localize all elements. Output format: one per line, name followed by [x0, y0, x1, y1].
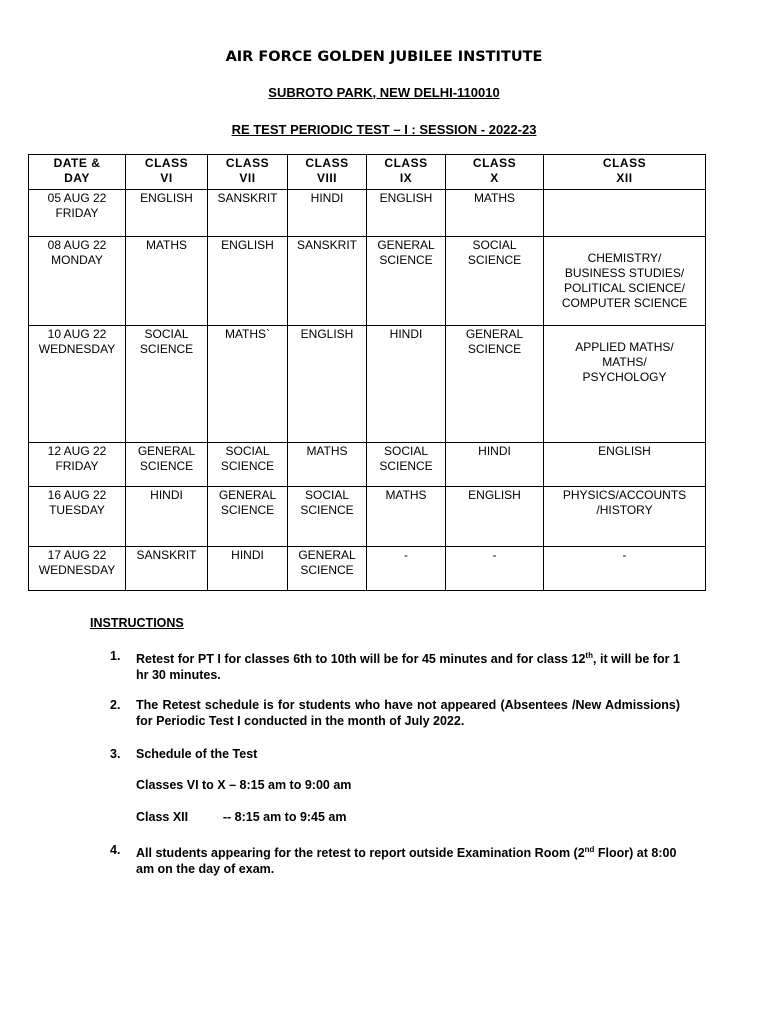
instruction-text: Retest for PT I for classes 6th to 10th will be for 45 minutes and for class 12: [136, 652, 586, 667]
table-row: [29, 487, 706, 547]
cell-date: 12 AUG 22 FRIDAY: [29, 443, 126, 487]
instruction-number: 3.: [110, 747, 121, 761]
superscript: nd: [584, 845, 595, 854]
cell-class-vi: SOCIAL SCIENCE: [126, 326, 208, 443]
cell-class-vii: HINDI: [208, 547, 288, 591]
instruction-item-1: [110, 648, 680, 683]
instruction-text: All students appearing for the retest to report outside Examination Room (2: [136, 846, 585, 861]
cell-class-xii: -: [544, 547, 706, 591]
cell-class-vi: SANSKRIT: [126, 547, 208, 591]
header-class-viii: CLASS VIII: [288, 155, 367, 190]
cell-date: 16 AUG 22 TUESDAY: [29, 487, 126, 547]
table-row: [29, 326, 706, 443]
cell-class-vii: MATHS`: [208, 326, 288, 443]
header-class-x: CLASS X: [446, 155, 544, 190]
cell-class-x: SOCIAL SCIENCE: [446, 237, 544, 326]
schedule-table: [28, 154, 706, 591]
table-header-row: [29, 155, 706, 190]
cell-date: 05 AUG 22 FRIDAY: [29, 190, 126, 237]
header-date-day: DATE & DAY: [29, 155, 126, 190]
cell-class-x: HINDI: [446, 443, 544, 487]
cell-class-vii: SOCIAL SCIENCE: [208, 443, 288, 487]
cell-class-xii: PHYSICS/ACCOUNTS /HISTORY: [544, 487, 706, 547]
cell-class-xii: ENGLISH: [544, 443, 706, 487]
cell-class-ix: GENERAL SCIENCE: [367, 237, 446, 326]
cell-class-ix: ENGLISH: [367, 190, 446, 237]
instruction-number: 1.: [110, 649, 121, 663]
cell-class-viii: MATHS: [288, 443, 367, 487]
instruction-text: The Retest schedule is for students who have not appeared (Absentees /New Admissions) for Periodic Test I conducted in the month of July 2022.: [136, 698, 680, 728]
instruction-number: 4.: [110, 843, 121, 857]
cell-class-vii: SANSKRIT: [208, 190, 288, 237]
instruction-text: Schedule of the Test: [136, 747, 258, 761]
cell-class-vi: GENERAL SCIENCE: [126, 443, 208, 487]
cell-class-ix: SOCIAL SCIENCE: [367, 443, 446, 487]
cell-class-xii: APPLIED MATHS/ MATHS/ PSYCHOLOGY: [544, 326, 706, 443]
cell-date: 10 AUG 22 WEDNESDAY: [29, 326, 126, 443]
cell-class-vi: MATHS: [126, 237, 208, 326]
cell-class-viii: SOCIAL SCIENCE: [288, 487, 367, 547]
header-class-xii: CLASS XII: [544, 155, 706, 190]
cell-class-x: ENGLISH: [446, 487, 544, 547]
instruction-item-4: [110, 842, 680, 877]
test-title: RE TEST PERIODIC TEST – I : SESSION - 2022-23: [231, 122, 537, 137]
cell-class-viii: SANSKRIT: [288, 237, 367, 326]
cell-class-vi: ENGLISH: [126, 190, 208, 237]
schedule-classes-vi-x: Classes VI to X – 8:15 am to 9:00 am: [136, 778, 352, 792]
table-row: [29, 190, 706, 237]
header-class-vi: CLASS VI: [126, 155, 208, 190]
table-row: [29, 443, 706, 487]
instruction-number: 2.: [110, 698, 121, 712]
instruction-item-2: [110, 697, 680, 729]
table-row: [29, 547, 706, 591]
cell-class-x: -: [446, 547, 544, 591]
instruction-text-cont: Floor) at 8:00 am on the day of exam.: [136, 846, 677, 877]
cell-date: 08 AUG 22 MONDAY: [29, 237, 126, 326]
superscript: th: [585, 651, 593, 660]
cell-class-x: MATHS: [446, 190, 544, 237]
table-row: [29, 237, 706, 326]
cell-class-vii: ENGLISH: [208, 237, 288, 326]
cell-class-viii: GENERAL SCIENCE: [288, 547, 367, 591]
cell-date: 17 AUG 22 WEDNESDAY: [29, 547, 126, 591]
cell-class-ix: -: [367, 547, 446, 591]
cell-class-vii: GENERAL SCIENCE: [208, 487, 288, 547]
header-class-vii: CLASS VII: [208, 155, 288, 190]
institute-name: AIR FORCE GOLDEN JUBILEE INSTITUTE: [225, 49, 543, 65]
instruction-item-3: [110, 746, 680, 762]
cell-class-xii: [544, 190, 706, 237]
cell-class-viii: HINDI: [288, 190, 367, 237]
header-class-ix: CLASS IX: [367, 155, 446, 190]
schedule-class-xii: Class XII -- 8:15 am to 9:45 am: [136, 810, 347, 824]
cell-class-xii: CHEMISTRY/ BUSINESS STUDIES/ POLITICAL SCIENCE/ COMPUTER SCIENCE: [544, 237, 706, 326]
cell-class-ix: HINDI: [367, 326, 446, 443]
cell-class-viii: ENGLISH: [288, 326, 367, 443]
cell-class-vi: HINDI: [126, 487, 208, 547]
instructions-heading: INSTRUCTIONS: [90, 616, 184, 630]
institute-address: SUBROTO PARK, NEW DELHI-110010: [268, 85, 500, 100]
cell-class-x: GENERAL SCIENCE: [446, 326, 544, 443]
instruction-text-cont: , it will be for 1 hr 30 minutes.: [136, 652, 680, 683]
cell-class-ix: MATHS: [367, 487, 446, 547]
